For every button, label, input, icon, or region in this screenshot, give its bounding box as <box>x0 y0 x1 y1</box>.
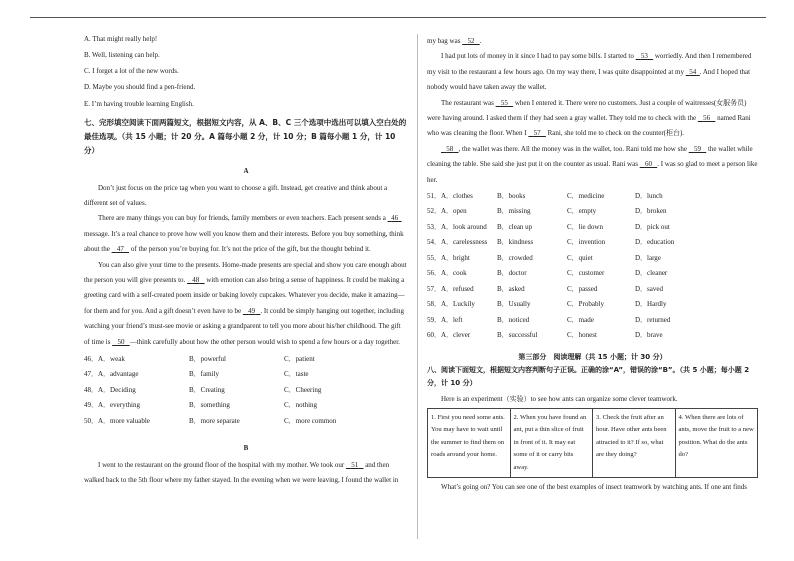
blank: 54 <box>689 67 697 76</box>
blank: 59 <box>693 144 701 153</box>
passage-label: B <box>243 444 249 453</box>
blank: 47 <box>116 245 124 254</box>
choice-row: 46．A．weak B．powerful C．patient <box>84 354 315 363</box>
experiment-step: 2. When you have found an ant, put a thin slice of fruit in front of it. It may eat some of it or carry bits away. <box>510 408 593 478</box>
choice-row: 47．A．advantage B．family C．taste <box>84 370 309 379</box>
choice-row: 59．A．left B．noticed C．made D．returned <box>427 315 671 324</box>
closing-text: What’s going on? You can see one of the best examples of insect teamwork by watching ants. If one ant finds <box>441 483 747 492</box>
choice-row: 58．A．Luckily B．Usually C．Probably D．Hardly <box>427 300 667 309</box>
choices-table <box>84 354 408 432</box>
experiment-row <box>428 408 758 478</box>
option-line: D. Maybe you should find a pen-friend. <box>84 83 196 92</box>
experiment-step: 1. First you need some ants. You may have to wait until the summer to find them on roads around your home. <box>428 408 511 478</box>
option-line: E. I’m having trouble learning English. <box>84 99 194 108</box>
experiment-table <box>427 408 758 479</box>
choice-row: 51．A．clothes B．books C．medicine D．lunch <box>427 191 663 200</box>
passage-label: A <box>243 167 249 176</box>
intro-text: Here is an experiment（实验）to see how ants can organize some clever teamwork. <box>441 394 678 403</box>
passage-paragraph: I had put lots of money in it since I had to pay some bills. I started to 53 worriedly. And then I remembered my visit to the restaurant a few hours ago. On my way there, I was quite disappointed at my 54 . And I hoped that nobody would have taken away the wallet. <box>427 52 752 92</box>
passage-paragraph: There are many things you can buy for friends, family members or even teachers. Each present sends a 46 message. It’s a real chance to prove how well you know them and their interests. Before you buy something, think about the 47 of the person you’re buying for. It’s not the price of the gift, but the thought behind it. <box>84 214 404 254</box>
choice-row: 55．A．bright B．crowded C．quiet D．large <box>427 253 661 262</box>
passage-paragraph: I went to the restaurant on the ground floor of the hospital with my mother. We took our 51 and then walked back to the 5th floor where my father stayed. In the evening when we were leaving, I found the wallet in <box>84 460 399 484</box>
choice-row: 60．A．clever B．successful C．honest D．brave <box>427 331 663 340</box>
right-column <box>427 34 758 493</box>
blank: 50 <box>117 337 125 346</box>
option-line: A. That might really help! <box>84 35 158 43</box>
blank: 58 <box>446 144 454 153</box>
header-rule <box>30 17 766 18</box>
column-divider <box>417 34 418 539</box>
choice-row: 54．A．carelessness B．kindness C．invention D．education <box>427 238 675 247</box>
option-line: B. Well, listening can help. <box>84 51 160 60</box>
passage-paragraph: The restaurant was 55 when I entered it. There were no customers. Just a couple of waitresses(女服务员) were having around. I asked them if they had seen a gray wallet. They told me to check with the 56 named Rani who was cleaning the floor. When I 57 Rani, she told me to check on the counter(柜台). <box>427 98 751 138</box>
choice-row: 53．A．look around B．clean up C．lie down D．pick out <box>427 222 670 231</box>
blank: 46 <box>391 214 399 223</box>
left-column <box>84 34 408 488</box>
choice-row: 49．A．everything B．something C．nothing <box>84 401 318 410</box>
part-heading: 第三部分 阅读理解（共 15 小题；计 30 分） <box>518 352 667 361</box>
section-heading: 七、完形填空阅读下面两篇短文，根据短文内容，从 A、B、C 三个选项中选出可以填入空白处的最佳选项。（共 15 小题；计 20 分。A 篇每小题 2 分，计 10 分；B 篇每小题 1 分，计 10 分） <box>84 117 407 156</box>
section-heading: 八、阅读下面短文，根据短文内容判断句子正误。正确的涂“A”，错误的涂“B”。（共 5 小题；每小题 2 分，计 10 分） <box>427 366 750 388</box>
choice-row: 50．A．more valuable B．more separate C．more common <box>84 416 337 425</box>
choice-row: 52．A．open B．missing C．empty D．broken <box>427 207 667 216</box>
experiment-step: 4. When there are lots of ants, move the fruit to a new position. What do the ants do? <box>675 408 758 478</box>
blank: 57 <box>533 129 541 138</box>
choice-row: 57．A．refused B．asked C．passed D．saved <box>427 284 663 293</box>
experiment-step: 3. Check the fruit after an hour. Have other ants been attracted to it? If so, what are they doing? <box>593 408 676 478</box>
option-line: C. I forget a lot of the new words. <box>84 67 179 76</box>
choice-row: 56．A．cook B．doctor C．customer D．cleaner <box>427 269 668 278</box>
blank: 55 <box>500 98 508 107</box>
blank: 49 <box>248 306 256 315</box>
blank: 60 <box>644 160 652 169</box>
choices-table <box>427 191 758 346</box>
blank: 53 <box>640 52 648 61</box>
blank: 48 <box>192 275 200 284</box>
choice-row: 48．A．Deciding B．Creating C．Cheering <box>84 385 322 394</box>
blank: 51 <box>351 460 359 469</box>
blank: 56 <box>703 113 711 122</box>
blank: 52 <box>467 37 475 45</box>
passage-paragraph: Don’t just focus on the price tag when you want to choose a gift. Instead, get creative and think about a different set of values. <box>84 183 388 207</box>
passage-paragraph: my bag was 52 . <box>427 37 482 45</box>
passage-paragraph: 58 , the wallet was there. All the money was in the wallet, too. Rani told me how she 59 the wallet while cleaning the table. She said she just put it on the counter as usual. Rani was 60 . I was so glad to meet a person like her. <box>427 144 758 184</box>
passage-paragraph: You can also give your time to the presents. Home-made presents are special and show you care enough about the person you will give presents to. 48 with emotion can also bring a sense of happiness. It could be making a greeting card with a self-created poem inside or baking lovely cupcakes. Whatever you decide, make it amazing—for them and for you. And a gift doesn’t even have to be 49 . It could be simply hanging out together, including watching your friend’s must-see movie or asking a grandparent to tell you more about his/her childhood. The gift of time is 50 —think carefully about how the other person would wish to spend a few hours or a day together. <box>84 260 407 346</box>
